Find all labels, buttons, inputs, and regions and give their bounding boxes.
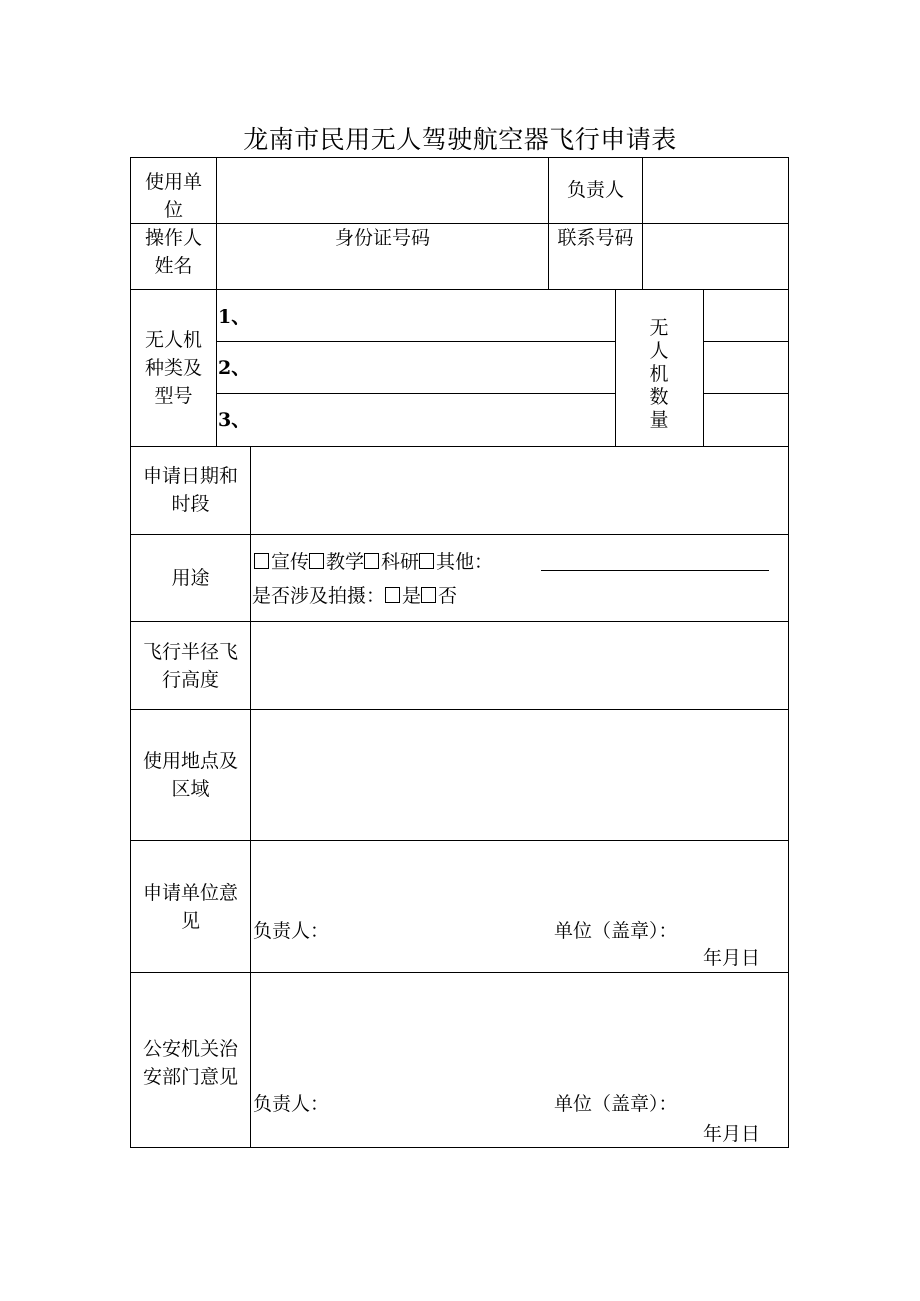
col-divider [216,157,217,447]
checkbox-publicity[interactable] [254,553,269,569]
applicant-opinion-label: 申请单位意 见 [142,882,238,932]
police-unit-seal: 单位（盖章）： [554,1093,678,1115]
row-divider [130,534,789,535]
applicant-unit-seal: 单位（盖章）： [554,920,678,942]
photo-question [252,582,457,610]
row-divider [130,289,789,290]
drone-type-label: 无人机 种类及 型号 [144,329,202,407]
unit-label: 使用单 位 [144,171,202,221]
police-person: 负责人： [253,1093,330,1115]
applicant-date: 年月日 [703,947,761,969]
photo-question-text: 是否涉及拍摄： [252,585,386,607]
drone-item-3: 3、 [218,409,251,431]
drone-subrow-divider [216,393,615,394]
row-divider [130,840,789,841]
row-divider [130,621,789,622]
option-no: 否 [438,585,458,607]
table-border-right [788,157,789,1148]
option-yes: 是 [402,585,422,607]
checkbox-no[interactable] [421,587,436,603]
col-divider [642,157,643,290]
option-publicity: 宣传 [271,551,310,573]
drone-count-label: 无 人 机 数 量 [649,317,669,431]
row-divider [130,709,789,710]
drone-item-2: 2、 [218,357,251,379]
checkbox-research[interactable] [364,553,379,569]
table-border-top [130,157,789,158]
police-opinion-label: 公安机关治 安部门意见 [142,1038,238,1088]
location-label: 使用地点及 区域 [142,750,238,800]
col-divider [615,289,616,447]
row-divider [130,446,789,447]
applicant-person: 负责人： [253,920,330,942]
row-divider [130,972,789,973]
purpose-label: 用途 [171,567,210,589]
other-purpose-line[interactable] [541,570,769,571]
option-research: 科研 [381,551,420,573]
option-teaching: 教学 [326,551,365,573]
checkbox-other[interactable] [419,553,434,569]
count-subrow-divider [703,341,789,342]
police-date: 年月日 [703,1123,761,1145]
table-border-bottom [130,1147,789,1148]
drone-item-1: 1、 [218,306,251,328]
checkbox-teaching[interactable] [309,553,324,569]
id-number-label: 身份证号码 [334,227,430,249]
date-period-label: 申请日期和 时段 [142,465,238,515]
flight-radius-label: 飞行半径飞 行高度 [142,641,238,691]
person-in-charge-label: 负责人 [566,179,624,201]
col-divider [703,289,704,447]
purpose-options [254,548,493,576]
checkbox-yes[interactable] [385,587,400,603]
phone-number-label: 联系号码 [557,227,634,249]
operator-name-label: 操作人 姓名 [144,227,202,277]
form-title: 龙南市民用无人驾驶航空器飞行申请表 [243,125,677,154]
count-subrow-divider [703,393,789,394]
drone-subrow-divider [216,341,615,342]
col-divider [250,446,251,1148]
option-other: 其他： [436,551,494,573]
